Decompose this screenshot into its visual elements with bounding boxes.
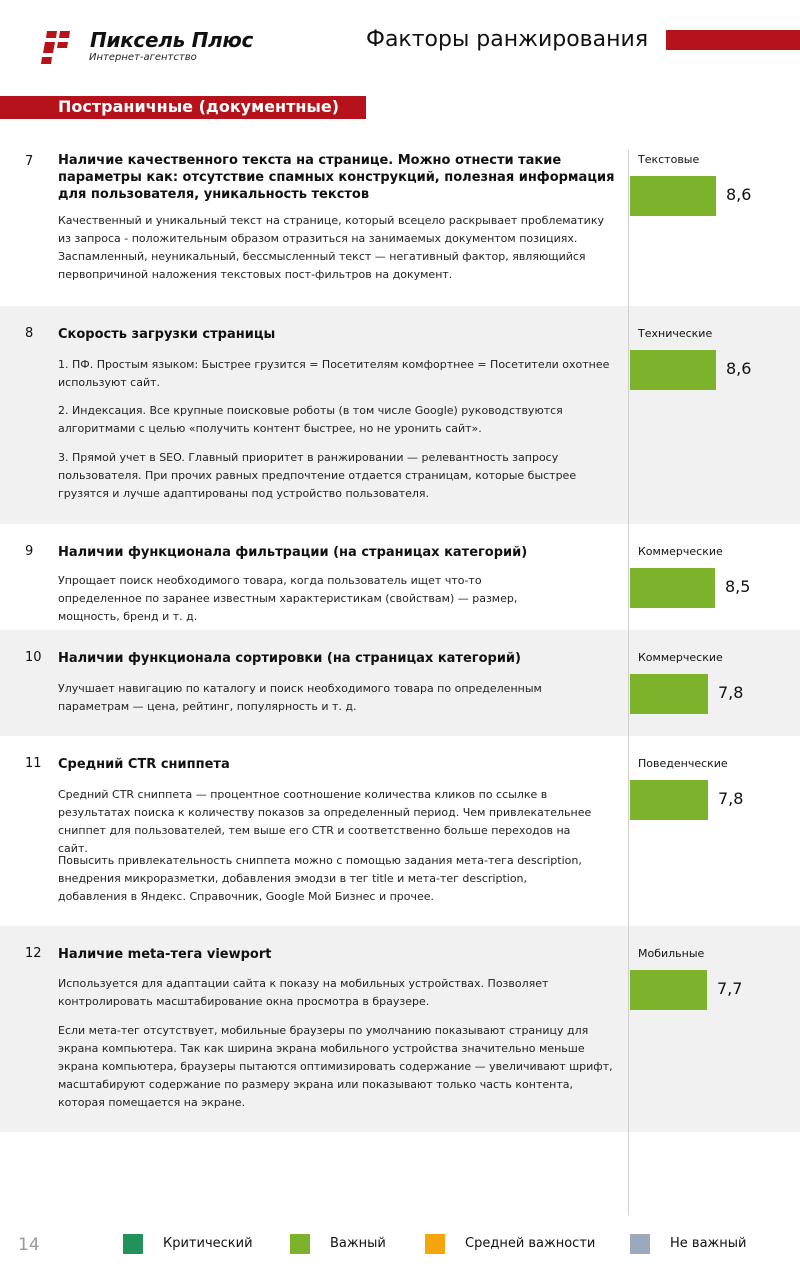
factor-category: Поведенческие bbox=[638, 757, 728, 770]
brand-subtitle: Интернет-агентство bbox=[89, 52, 197, 63]
factor-number: 9 bbox=[25, 544, 34, 559]
factor-number: 11 bbox=[25, 756, 42, 771]
score-value: 7,8 bbox=[718, 789, 744, 808]
page-title: Факторы ранжирования bbox=[366, 27, 649, 52]
legend-swatch-not-important bbox=[630, 1234, 650, 1254]
factor-description: Средний CTR сниппета — процентное соотношение количества кликов по ссылке в результатах поиска к количеству показов за определенный период. Чем привлекательнее сниппет для пользователей, тем выше его CTR и соответственно больше переходов на сайт. bbox=[58, 788, 592, 855]
factor-number: 10 bbox=[25, 650, 42, 665]
factor-row bbox=[0, 140, 800, 306]
legend-swatch-critical bbox=[123, 1234, 143, 1254]
brand-name: Пиксель Плюс bbox=[90, 28, 254, 52]
factor-category: Текстовые bbox=[638, 153, 700, 166]
factor-description: Если мета-тег отсутствует, мобильные браузеры по умолчанию показывают страницу для экрана компьютера. Так как ширина экрана мобильного устройства значительно меньше экрана компьютера, браузеры пытаются оптимизировать содержание — увеличивают шрифт, масштабируют содержание по размеру экрана или показывают только часть контента, которая помещается на экране. bbox=[58, 1024, 613, 1109]
legend-label-important: Важный bbox=[330, 1236, 386, 1251]
legend-swatch-important bbox=[290, 1234, 310, 1254]
factor-description: Повысить привлекательность сниппета можно с помощью задания мета-тега description, внедрения микроразметки, добавления эмодзи в тег title и мета-тег description, добавления в Яндекс. Справочник, Google Мой Бизнес и прочее. bbox=[58, 854, 582, 903]
factor-number: 8 bbox=[25, 326, 34, 341]
factor-number: 12 bbox=[25, 946, 42, 961]
factor-description: Упрощает поиск необходимого товара, когда пользователь ищет что-то определенное по заранее известным характеристикам (свойствам) — размер, мощность, бренд и т. д. bbox=[58, 574, 518, 623]
section-title: Постраничные (документные) bbox=[58, 97, 340, 116]
factor-description: 1. ПФ. Простым языком: Быстрее грузится = Посетителям комфортнее = Посетители охотнее используют сайт. bbox=[58, 358, 610, 389]
score-value: 8,6 bbox=[726, 185, 752, 204]
score-bar bbox=[630, 568, 715, 608]
page-number: 14 bbox=[18, 1235, 40, 1255]
factor-row bbox=[0, 736, 800, 926]
legend-label-not-important: Не важный bbox=[670, 1236, 747, 1251]
factor-title: Наличии функционала фильтрации (на страницах категорий) bbox=[58, 545, 528, 560]
score-bar bbox=[630, 350, 716, 390]
factor-number: 7 bbox=[25, 154, 34, 169]
factor-description: 3. Прямой учет в SEO. Главный приоритет в ранжировании — релевантность запросу пользователя. При прочих равных предпочтение отдается страницам, которые быстрее грузятся и лучше адаптированы под устройство пользователя. bbox=[58, 451, 577, 500]
factor-title: Наличие качественного текста на странице. Можно отнести такие параметры как: отсутствие спамных конструкций, полезная информация для пользователя, уникальность текстов bbox=[58, 153, 615, 202]
score-bar bbox=[630, 780, 708, 820]
factor-description: Используется для адаптации сайта к показу на мобильных устройствах. Позволяет контролировать масштабирование окна просмотра в браузере. bbox=[58, 977, 549, 1008]
pixel-plus-logo bbox=[38, 28, 78, 66]
factor-category: Мобильные bbox=[638, 947, 705, 960]
factor-category: Технические bbox=[638, 327, 713, 340]
factor-title: Средний CTR сниппета bbox=[58, 757, 230, 772]
factor-category: Коммерческие bbox=[638, 651, 723, 664]
factor-category: Коммерческие bbox=[638, 545, 723, 558]
score-value: 8,5 bbox=[725, 577, 751, 596]
factor-title: Наличии функционала сортировки (на страницах категорий) bbox=[58, 651, 521, 666]
score-value: 7,7 bbox=[717, 979, 743, 998]
title-accent-bar bbox=[666, 30, 800, 50]
factor-description: 2. Индексация. Все крупные поисковые роботы (в том числе Google) руководствуются алгоритмами с целью «получить контент быстрее, но не уронить сайт». bbox=[58, 404, 563, 435]
factor-description: Улучшает навигацию по каталогу и поиск необходимого товара по определенным параметрам — цена, рейтинг, популярность и т. д. bbox=[58, 682, 542, 713]
factor-row bbox=[0, 306, 800, 524]
column-divider bbox=[628, 150, 629, 1215]
factor-row bbox=[0, 926, 800, 1132]
score-value: 8,6 bbox=[726, 359, 752, 378]
factor-row bbox=[0, 630, 800, 736]
factor-title: Наличие meta-тега viewport bbox=[58, 947, 272, 962]
score-bar bbox=[630, 674, 708, 714]
score-bar bbox=[630, 970, 707, 1010]
factor-title: Скорость загрузки страницы bbox=[58, 327, 276, 342]
legend-label-medium: Средней важности bbox=[465, 1236, 596, 1251]
factor-description: Качественный и уникальный текст на странице, который всецело раскрывает проблематику из запроса - положительным образом отразиться на занимаемых документом позициях. Заспамленный, неуникальный, бессмысленный текст — негативный фактор, являющийся первопричиной наложения текстовых пост-фильтров на документ. bbox=[58, 214, 604, 281]
legend-label-critical: Критический bbox=[163, 1236, 253, 1251]
score-value: 7,8 bbox=[718, 683, 744, 702]
score-bar bbox=[630, 176, 716, 216]
legend-swatch-medium bbox=[425, 1234, 445, 1254]
factor-row bbox=[0, 524, 800, 630]
